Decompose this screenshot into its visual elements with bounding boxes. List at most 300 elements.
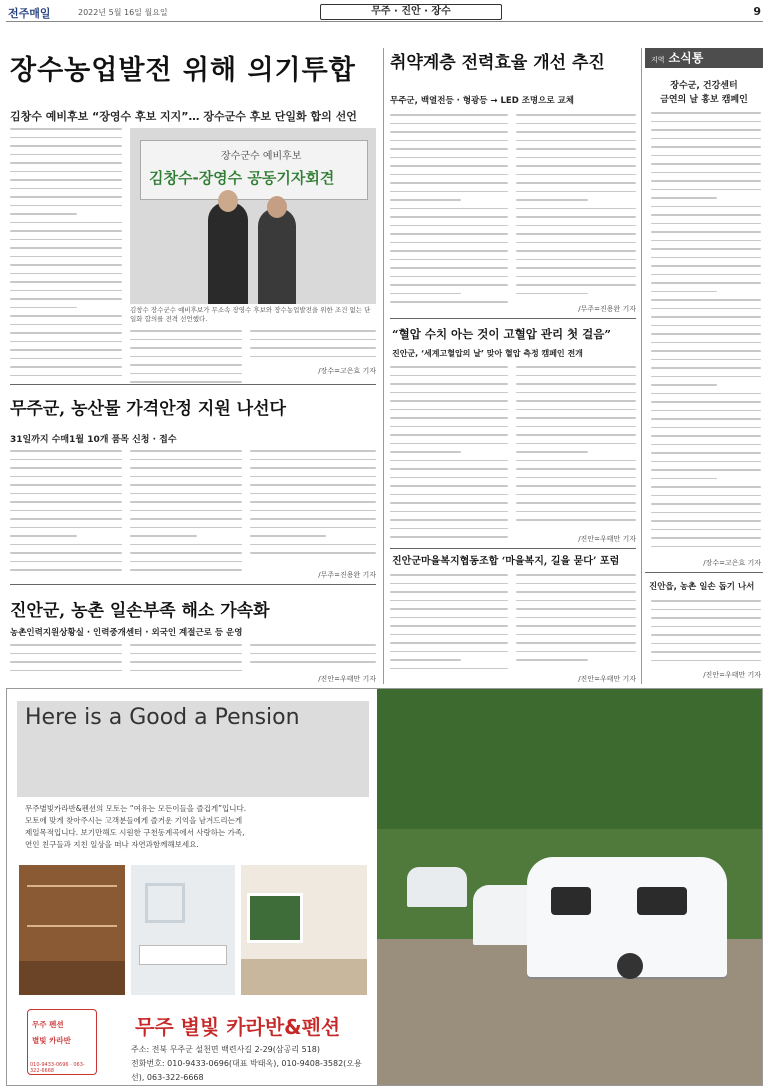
text-line bbox=[10, 661, 122, 663]
text-line bbox=[10, 205, 122, 207]
text-line bbox=[516, 392, 636, 394]
text-line bbox=[10, 459, 122, 461]
text-line bbox=[651, 180, 761, 182]
labor-byline: /진안=우태만 기자 bbox=[318, 675, 376, 683]
rule-sidebar-divider bbox=[641, 48, 642, 684]
text-line bbox=[390, 600, 508, 602]
lead-byline: /장수=고은효 기자 bbox=[318, 367, 376, 375]
sidebar-tag bbox=[645, 48, 763, 68]
text-line bbox=[10, 171, 122, 173]
ad-intro-line3: 제일목적입니다. 보기만해도 시원한 구천동계곡에서 사랑하는 가족, bbox=[25, 828, 245, 837]
text-line bbox=[651, 240, 761, 242]
text-line bbox=[390, 434, 508, 436]
text-line bbox=[651, 461, 761, 463]
labor-headline: 진안군, 농촌 일손부족 해소 가속화 bbox=[10, 601, 270, 621]
text-line bbox=[516, 123, 636, 125]
text-line bbox=[651, 121, 761, 123]
text-line bbox=[390, 519, 508, 521]
text-line bbox=[250, 501, 376, 503]
text-line bbox=[516, 191, 636, 193]
text-line bbox=[390, 293, 461, 295]
text-line bbox=[250, 459, 376, 461]
text-line bbox=[390, 383, 508, 385]
text-line bbox=[390, 276, 508, 278]
text-line bbox=[10, 281, 122, 283]
text-line bbox=[516, 131, 636, 133]
text-line bbox=[651, 660, 761, 662]
text-line bbox=[651, 520, 761, 522]
text-line bbox=[651, 163, 761, 165]
text-line bbox=[390, 617, 508, 619]
text-line bbox=[516, 284, 636, 286]
energy-body-col1 bbox=[390, 114, 508, 312]
text-line bbox=[651, 418, 761, 420]
text-line bbox=[651, 600, 761, 602]
issue-date: 2022년 5월 16일 월요일 bbox=[78, 8, 168, 17]
sidebar-item1-title2: 금연의 날 홍보 캠페인 bbox=[660, 95, 748, 105]
candidate-right bbox=[258, 208, 296, 304]
text-line bbox=[651, 444, 761, 446]
bath-sink bbox=[139, 945, 227, 965]
agri-body-col1 bbox=[10, 450, 122, 580]
rule-lead-bottom bbox=[10, 384, 376, 385]
sidebar-item1-byline: /장수=고은효 기자 bbox=[703, 559, 761, 567]
text-line bbox=[651, 529, 761, 531]
page-number: 9 bbox=[753, 5, 761, 18]
tree-canopy bbox=[377, 689, 762, 829]
text-line bbox=[516, 651, 636, 653]
text-line bbox=[390, 131, 508, 133]
text-line bbox=[516, 494, 636, 496]
text-line bbox=[516, 250, 636, 252]
text-line bbox=[390, 591, 508, 593]
text-line bbox=[390, 511, 508, 513]
ad-photo-deck bbox=[19, 865, 125, 995]
text-line bbox=[651, 376, 761, 378]
ad-photo-caravans bbox=[377, 689, 762, 1085]
energy-headline: 취약계층 전력효율 개선 추진 bbox=[390, 53, 605, 73]
text-line bbox=[130, 330, 242, 332]
text-line bbox=[516, 468, 636, 470]
text-line bbox=[516, 233, 636, 235]
text-line bbox=[651, 172, 761, 174]
text-line bbox=[516, 366, 636, 368]
labor-subhead: 농촌인력지원상황실 · 인력중개센터 · 외국인 계절근로 등 운영 bbox=[10, 628, 243, 638]
text-line bbox=[390, 208, 508, 210]
text-line bbox=[651, 325, 761, 327]
text-line bbox=[651, 626, 761, 628]
text-line bbox=[390, 460, 508, 462]
ad-photo-interior bbox=[241, 865, 367, 995]
ad-address: 주소: 전북 무주군 설천면 백련사길 2-29(삼공리 518) bbox=[131, 1045, 320, 1054]
text-line bbox=[10, 527, 122, 529]
text-line bbox=[390, 250, 508, 252]
text-line bbox=[516, 451, 588, 453]
agri-headline: 무주군, 농산물 가격안정 지원 나선다 bbox=[10, 399, 286, 419]
text-line bbox=[250, 339, 376, 341]
text-line bbox=[516, 485, 636, 487]
text-line bbox=[250, 644, 376, 646]
text-line bbox=[390, 259, 508, 261]
text-line bbox=[651, 359, 761, 361]
text-line bbox=[130, 459, 242, 461]
logo-phone: 010-9433-0696 · 063-322-6668 bbox=[30, 1062, 85, 1074]
head-left bbox=[218, 190, 238, 212]
text-line bbox=[651, 112, 761, 114]
text-line bbox=[10, 290, 122, 292]
text-line bbox=[10, 145, 122, 147]
text-line bbox=[651, 401, 761, 403]
text-line bbox=[516, 174, 636, 176]
text-line bbox=[651, 435, 761, 437]
text-line bbox=[250, 347, 376, 349]
candidate-left bbox=[208, 202, 248, 304]
banner-big-text: 김창수-장영수 공동기자회견 bbox=[149, 169, 335, 187]
bp-headline: “혈압 수치 아는 것이 고혈압 관리 첫 걸음” bbox=[392, 327, 611, 341]
text-line bbox=[10, 273, 122, 275]
text-line bbox=[651, 452, 761, 454]
text-line bbox=[10, 137, 122, 139]
text-line bbox=[390, 400, 508, 402]
bp-body-col2 bbox=[516, 366, 636, 534]
text-line bbox=[516, 608, 636, 610]
text-line bbox=[516, 199, 588, 201]
text-line bbox=[651, 316, 761, 318]
text-line bbox=[250, 476, 376, 478]
text-line bbox=[10, 670, 122, 672]
text-line bbox=[651, 138, 761, 140]
text-line bbox=[10, 128, 122, 130]
text-line bbox=[390, 182, 508, 184]
text-line bbox=[390, 417, 508, 419]
text-line bbox=[10, 264, 122, 266]
text-line bbox=[10, 196, 122, 198]
ad-brand-name: 무주 별빛 카라반&펜션 bbox=[135, 1015, 341, 1039]
text-line bbox=[390, 191, 508, 193]
text-line bbox=[390, 366, 508, 368]
text-line bbox=[390, 123, 508, 125]
text-line bbox=[390, 494, 508, 496]
ad-intro bbox=[25, 803, 355, 851]
text-line bbox=[10, 544, 122, 546]
text-line bbox=[390, 642, 508, 644]
ad-title: Here is a Good a Pension bbox=[25, 705, 300, 730]
text-line bbox=[10, 162, 122, 164]
text-line bbox=[250, 330, 376, 332]
text-line bbox=[651, 609, 761, 611]
text-line bbox=[10, 375, 122, 377]
text-line bbox=[390, 583, 508, 585]
text-line bbox=[516, 400, 636, 402]
text-line bbox=[516, 477, 636, 479]
text-line bbox=[390, 625, 508, 627]
text-line bbox=[516, 591, 636, 593]
text-line bbox=[516, 625, 636, 627]
text-line bbox=[130, 661, 242, 663]
caravan-far bbox=[407, 867, 467, 907]
lead-body-col2 bbox=[130, 330, 242, 390]
text-line bbox=[130, 450, 242, 452]
text-line bbox=[130, 364, 242, 366]
text-line bbox=[250, 484, 376, 486]
pension-advertisement bbox=[6, 688, 763, 1086]
text-line bbox=[10, 298, 122, 300]
text-line bbox=[516, 417, 636, 419]
text-line bbox=[130, 381, 242, 383]
text-line bbox=[10, 154, 122, 156]
text-line bbox=[250, 552, 376, 554]
text-line bbox=[130, 467, 242, 469]
text-line bbox=[390, 528, 508, 530]
text-line bbox=[10, 179, 122, 181]
agri-body-col2 bbox=[130, 450, 242, 580]
text-line bbox=[250, 653, 376, 655]
text-line bbox=[10, 653, 122, 655]
text-line bbox=[130, 493, 242, 495]
deck-rail bbox=[27, 885, 117, 887]
caravan-near bbox=[527, 857, 727, 977]
text-line bbox=[390, 375, 508, 377]
welfare-body-col1 bbox=[390, 574, 508, 682]
bath-mirror bbox=[145, 883, 185, 923]
sidebar-item2-body bbox=[651, 600, 761, 670]
text-line bbox=[516, 511, 636, 513]
text-line bbox=[130, 653, 242, 655]
text-line bbox=[10, 366, 122, 368]
text-line bbox=[390, 392, 508, 394]
text-line bbox=[651, 643, 761, 645]
rule-energy-bottom bbox=[390, 318, 636, 319]
text-line bbox=[390, 242, 508, 244]
text-line bbox=[10, 450, 122, 452]
text-line bbox=[130, 510, 242, 512]
text-line bbox=[516, 267, 636, 269]
agri-subhead: 31일까지 수매1월 10개 품목 신청 · 접수 bbox=[10, 435, 177, 445]
text-line bbox=[10, 315, 122, 317]
text-line bbox=[10, 247, 122, 249]
text-line bbox=[130, 670, 242, 672]
text-line bbox=[516, 114, 636, 116]
text-line bbox=[651, 469, 761, 471]
text-line bbox=[390, 140, 508, 142]
ad-intro-line4: 연인 친구들과 지친 일상을 떠나 자연과함께해보세요. bbox=[25, 840, 199, 849]
ad-intro-line2: 모토에 맞게 찾아주시는 고객분들에게 즐거운 기억을 남겨드리는게 bbox=[25, 816, 243, 825]
text-line bbox=[516, 276, 636, 278]
text-line bbox=[10, 332, 122, 334]
ad-photo-bathroom bbox=[131, 865, 235, 995]
sidebar-item2-byline: /진안=우태만 기자 bbox=[703, 671, 761, 679]
text-line bbox=[390, 165, 508, 167]
text-line bbox=[651, 214, 761, 216]
text-line bbox=[390, 502, 508, 504]
text-line bbox=[250, 527, 376, 529]
text-line bbox=[516, 659, 588, 661]
rule-agri-bottom bbox=[10, 584, 376, 585]
text-line bbox=[10, 230, 122, 232]
text-line bbox=[390, 267, 508, 269]
text-line bbox=[516, 216, 636, 218]
ad-phone: 전화번호: 010-9433-0696(대표 박태옥), 010-9408-3582(오용선), 063-322-6668 bbox=[131, 1059, 362, 1082]
local-news-sidebar bbox=[645, 48, 763, 684]
text-line bbox=[651, 248, 761, 250]
text-line bbox=[651, 206, 761, 208]
text-line bbox=[516, 293, 588, 295]
text-line bbox=[10, 239, 122, 241]
text-line bbox=[516, 634, 636, 636]
sidebar-tag-small: 지역 bbox=[651, 56, 665, 64]
text-line bbox=[390, 468, 508, 470]
welfare-byline: /진안=우태만 기자 bbox=[578, 675, 636, 683]
text-line bbox=[651, 495, 761, 497]
caravan-window-1 bbox=[551, 887, 591, 915]
text-line bbox=[651, 129, 761, 131]
text-line bbox=[130, 552, 242, 554]
text-line bbox=[390, 216, 508, 218]
text-line bbox=[516, 165, 636, 167]
text-line bbox=[130, 535, 197, 537]
text-line bbox=[10, 213, 77, 215]
lead-headline: 장수농업발전 위해 의기투합 bbox=[10, 55, 356, 86]
text-line bbox=[516, 574, 636, 576]
text-line bbox=[651, 197, 717, 199]
section-label: 무주 · 진안 · 장수 bbox=[320, 4, 502, 20]
text-line bbox=[651, 333, 761, 335]
text-line bbox=[130, 544, 242, 546]
text-line bbox=[651, 342, 761, 344]
text-line bbox=[651, 537, 761, 539]
text-line bbox=[130, 527, 242, 529]
text-line bbox=[516, 583, 636, 585]
rule-bp-bottom bbox=[390, 548, 636, 549]
lead-subhead: 김창수 예비후보 “장영수 후보 지지”… 장수군수 후보 단일화 합의 선언 bbox=[10, 110, 357, 123]
text-line bbox=[130, 561, 242, 563]
bp-body-col1 bbox=[390, 366, 508, 546]
text-line bbox=[651, 257, 761, 259]
text-line bbox=[130, 569, 242, 571]
caravan-window-2 bbox=[637, 887, 687, 915]
text-line bbox=[516, 259, 636, 261]
text-line bbox=[10, 341, 122, 343]
text-line bbox=[10, 484, 122, 486]
text-line bbox=[516, 600, 636, 602]
text-line bbox=[10, 569, 122, 571]
text-line bbox=[10, 476, 122, 478]
logo-line2: 별빛 카라반 bbox=[32, 1036, 71, 1045]
labor-body-col2 bbox=[130, 644, 242, 684]
text-line bbox=[651, 512, 761, 514]
sidebar-item1-body bbox=[651, 112, 761, 558]
text-line bbox=[10, 307, 77, 309]
text-line bbox=[10, 493, 122, 495]
text-line bbox=[10, 349, 122, 351]
text-line bbox=[651, 617, 761, 619]
welfare-headline: 진안군마을복지협동조합 ‘마을복지, 길을 묻다’ 포럼 bbox=[392, 556, 620, 567]
caravan-wheel bbox=[617, 953, 643, 979]
text-line bbox=[651, 634, 761, 636]
text-line bbox=[651, 231, 761, 233]
text-line bbox=[390, 225, 508, 227]
text-line bbox=[390, 536, 508, 538]
ad-brand-row bbox=[17, 1001, 369, 1081]
text-line bbox=[250, 544, 376, 546]
text-line bbox=[651, 299, 761, 301]
text-line bbox=[651, 410, 761, 412]
sidebar-item2-title: 진안읍, 농촌 일손 돕기 나서 bbox=[649, 582, 755, 592]
text-line bbox=[516, 208, 636, 210]
labor-body-col1 bbox=[10, 644, 122, 684]
text-line bbox=[516, 157, 636, 159]
text-line bbox=[516, 148, 636, 150]
text-line bbox=[390, 451, 461, 453]
sidebar-tag-label: 소식통 bbox=[668, 51, 704, 65]
text-line bbox=[651, 367, 761, 369]
text-line bbox=[250, 661, 376, 663]
text-line bbox=[10, 256, 122, 258]
text-line bbox=[130, 501, 242, 503]
text-line bbox=[10, 644, 122, 646]
interior-bench bbox=[241, 959, 367, 995]
text-line bbox=[390, 174, 508, 176]
text-line bbox=[651, 350, 761, 352]
text-line bbox=[250, 518, 376, 520]
text-line bbox=[390, 443, 508, 445]
text-line bbox=[10, 552, 122, 554]
text-line bbox=[390, 651, 508, 653]
head-right bbox=[267, 196, 287, 218]
text-line bbox=[651, 503, 761, 505]
agri-body-col3 bbox=[250, 450, 376, 568]
text-line bbox=[130, 476, 242, 478]
bp-byline: /진안=우태만 기자 bbox=[578, 535, 636, 543]
text-line bbox=[250, 450, 376, 452]
masthead bbox=[6, 4, 763, 22]
text-line bbox=[390, 409, 508, 411]
text-line bbox=[651, 546, 761, 548]
text-line bbox=[651, 189, 761, 191]
deck-rail-2 bbox=[27, 925, 117, 927]
rule-col-divider bbox=[383, 48, 384, 684]
text-line bbox=[10, 501, 122, 503]
ad-intro-line1: 무주별빛카라반&펜션의 모토는 “여유는 모든이들을 즐겁게”입니다. bbox=[25, 804, 247, 813]
text-line bbox=[651, 265, 761, 267]
text-line bbox=[516, 434, 636, 436]
text-line bbox=[651, 155, 761, 157]
text-line bbox=[651, 393, 761, 395]
text-line bbox=[130, 339, 242, 341]
text-line bbox=[10, 358, 122, 360]
text-line bbox=[651, 291, 717, 293]
text-line bbox=[516, 140, 636, 142]
deck-floor bbox=[19, 961, 125, 995]
text-line bbox=[130, 484, 242, 486]
text-line bbox=[516, 409, 636, 411]
text-line bbox=[390, 634, 508, 636]
text-line bbox=[390, 485, 508, 487]
energy-subhead: 무주군, 백열전등 · 형광등 → LED 조명으로 교체 bbox=[390, 96, 574, 106]
text-line bbox=[10, 510, 122, 512]
text-line bbox=[130, 347, 242, 349]
ad-contact bbox=[131, 1043, 369, 1085]
window-view bbox=[247, 893, 303, 943]
text-line bbox=[10, 222, 122, 224]
agri-byline: /무주=진용완 기자 bbox=[318, 571, 376, 579]
text-line bbox=[516, 502, 636, 504]
text-line bbox=[130, 356, 242, 358]
text-line bbox=[130, 518, 242, 520]
labor-body-col3 bbox=[250, 644, 376, 670]
text-line bbox=[390, 477, 508, 479]
pension-logo bbox=[27, 1009, 97, 1075]
